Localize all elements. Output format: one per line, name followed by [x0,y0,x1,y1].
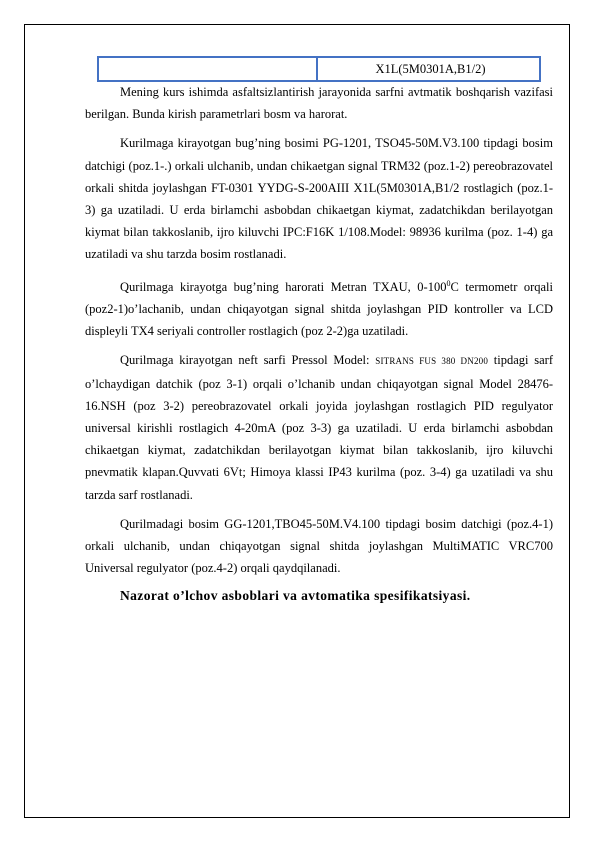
paragraph-pressure-control: Kurilmaga kirayotgan bug’ning bosimi PG-1201, TSO45-50M.V3.100 tipdagi bosim datchigi (poz.1-.) orkali ulchanib, undan chikaetgan signal TRM32 (poz.1-2) pereobrazovatel orkali shitda joylashgan FT-0301 YYDG-S-200AIII X1L(5M0301A,B1/2 rostlagich (poz.1-3) ga uzatiladi. U erda birlamchi asbobdan chikaetgan kiymat, zadatchikdan berilayotgan kiymat bilan takkoslanib, ijro kiluvchi IPC:F16K 1/108.Model: 98936 kurilma (poz. 1-4) ga uzatiladi va shu tarzda bosim rostlanadi. [85,136,553,262]
section-heading: Nazorat o’lchov asboblari va avtomatika spesifikatsiyasi. [120,588,471,604]
paragraph-temperature-control [85,273,553,343]
document-body [85,81,553,607]
header-table-empty-cell [99,58,318,80]
header-table [97,56,541,82]
degree-superscript: 0 [446,278,451,288]
paragraph-pressure-registration: Qurilmadagi bosim GG-1201,TBO45-50M.V4.100 tipdagi bosim datchigi (poz.4-1) orkali ulchanib, undan chiqayotgan signal shitda joylashgan MultiMATIC VRC700 Universal regulyator (poz.4-2) orqali qaydqilanadi. [85,516,553,576]
paragraph-flow-control [85,349,553,505]
temperature-text-end: C termometr orqali (poz2-1)o’lachanib, undan chiqayotgan signal shitda joylashgan PID kontroller va LCD displeyli TX4 seriyali controller rostlagich (poz 2-2)ga uzatiladi. [85,279,553,339]
flow-text-start: Qurilmaga kirayotgan neft sarfi Pressol Model: [120,353,376,368]
flow-sensor-model: SITRANS FUS 380 DN200 [375,356,489,367]
header-table-code-cell: X1L(5M0301A,B1/2) [375,62,486,76]
flow-text-end: tipdagi sarf o’lchaydigan datchik (poz 3-1) orqali o’lchanib undan chiqayotgan signal Model 28476-16.NSH (poz 3-2) pereobrazovatel orkali joyida joylashgan rostlagich PID regulyator universal kirishli rostlagich 4-20mA (poz 3-3) ga uzatiladi. U erda birlamchi asbobdan chikaetgan kiymat, zadatchikdan berilayotgan kiymat bilan takkoslanib, ijro kiluvchi pnevmatik klapan.Quvvati 6Vt; Himoya klassi IP43 kurilma (poz. 3-4) ga uzatiladi va shu tarzda sarf rostlanadi. [85,353,554,502]
paragraph-task-description: Mening kurs ishimda asfaltsizlantirish jarayonida sarfni avtmatik boshqarish vazifasi berilgan. Bunda kirish parametrlari bosm va harorat. [85,85,553,122]
temperature-text-start: Qurilmaga kirayotga bug’ning harorati Metran TXAU, 0-100 [120,279,447,294]
